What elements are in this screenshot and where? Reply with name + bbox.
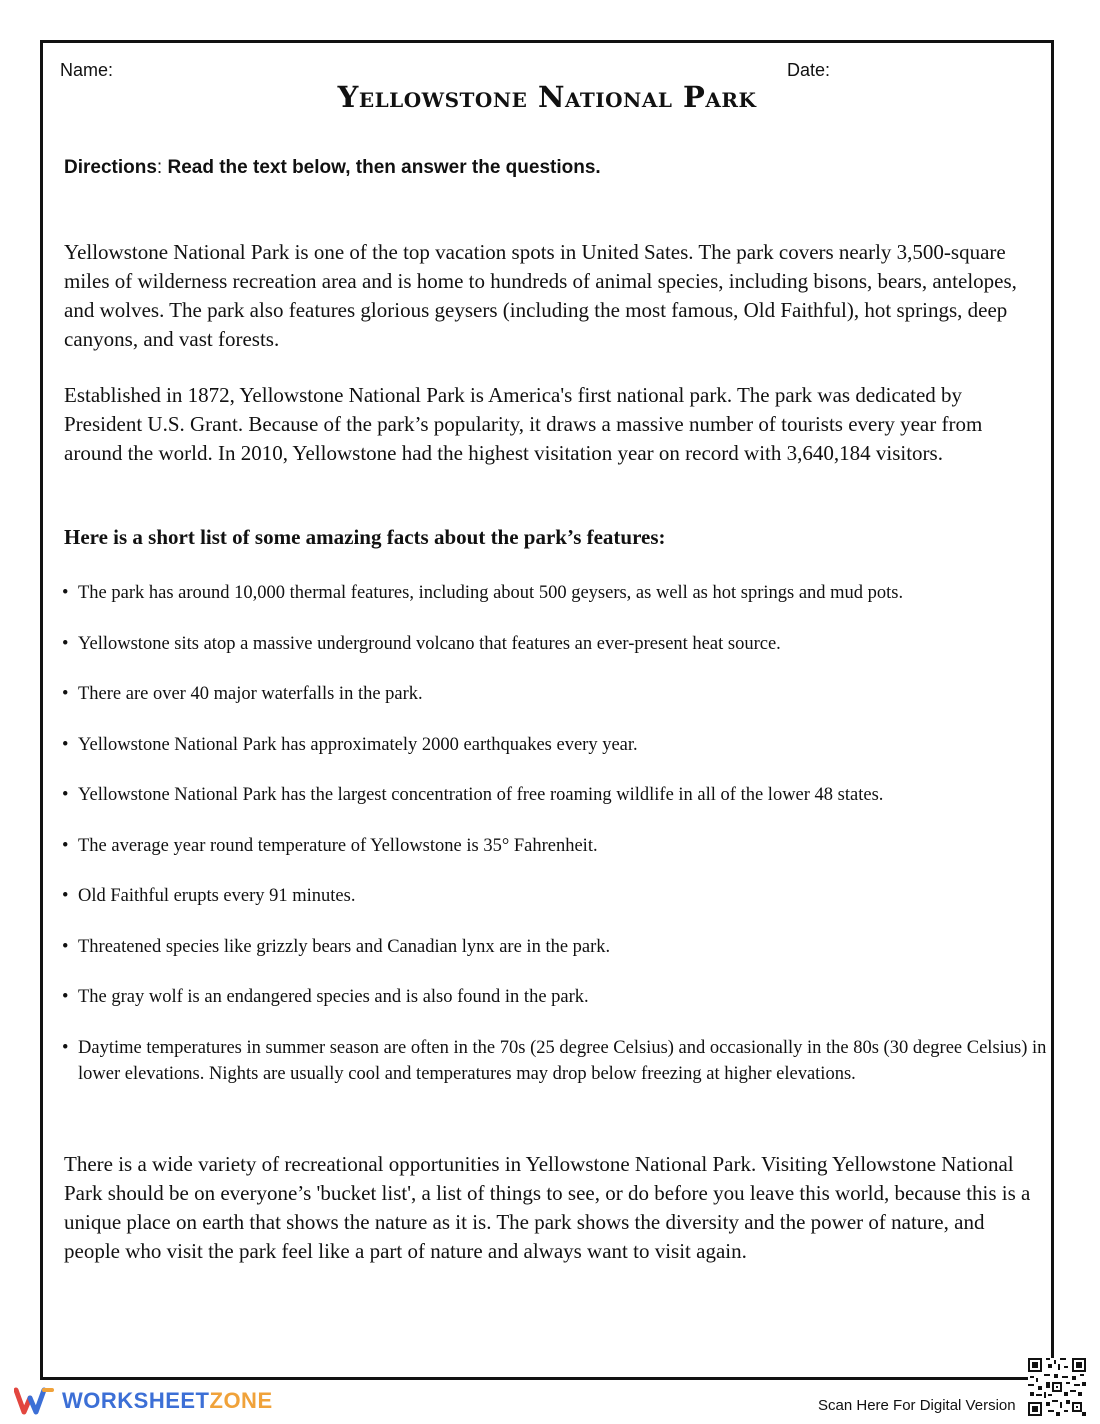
bullet: •: [62, 987, 69, 1007]
logo-text-zone: ZONE: [209, 1388, 273, 1413]
list-item: [62, 934, 1047, 960]
directions-separator: :: [156, 157, 163, 178]
list-item: [62, 580, 1047, 606]
fact-text: Yellowstone National Park has the largest concentration of free roaming wildlife in all of the lower 48 states.: [78, 785, 884, 805]
list-item: [62, 883, 1047, 909]
name-label: Name:: [60, 60, 114, 80]
scan-instruction: Scan Here For Digital Version: [818, 1397, 1016, 1414]
qr-code-icon[interactable]: [1028, 1358, 1086, 1416]
fact-text: The park has around 10,000 thermal features, including about 500 geysers, as well as hot springs and mud pots.: [78, 583, 904, 603]
bullet: •: [62, 684, 69, 704]
bullet: •: [62, 1037, 69, 1058]
worksheetzone-logo-text: [62, 1388, 273, 1414]
list-item: [62, 681, 1047, 707]
bullet: •: [62, 886, 69, 906]
facts-list: [62, 580, 1047, 1111]
bullet: •: [62, 583, 69, 603]
date-label: Date:: [787, 60, 831, 80]
list-item: [62, 984, 1047, 1010]
worksheetzone-logo[interactable]: [14, 1385, 273, 1417]
list-item: [62, 782, 1047, 808]
worksheetzone-logo-icon: [14, 1386, 54, 1416]
intro-paragraph: Yellowstone National Park is one of the top vacation spots in United Sates. The park covers nearly 3,500-square miles of wilderness recreation area and is home to hundreds of animal species, including bisons, bears, antelopes, and wolves. The park also features glorious geysers (including the most famous, Old Faithful), hot springs, deep canyons, and vast forests.: [64, 240, 1017, 351]
fact-text: The average year round temperature of Yellowstone is 35° Fahrenheit.: [78, 835, 598, 856]
conclusion-paragraph: There is a wide variety of recreational opportunities in Yellowstone National Park. Visiting Yellowstone National Park should be on everyone’s 'bucket list', a list of things to see, or do before you leave this world, because this is a unique place on earth that shows the nature as it is. The park shows the diversity and the power of nature, and people who visit the park feel like a part of nature and always want to visit again.: [64, 1152, 1031, 1263]
fact-text: There are over 40 major waterfalls in the park.: [78, 684, 423, 704]
directions: [64, 157, 601, 179]
list-item: [62, 732, 1047, 758]
facts-heading: Here is a short list of some amazing facts about the park’s features:: [64, 525, 666, 549]
list-item: [62, 833, 1047, 859]
fact-text: The gray wolf is an endangered species and is also found in the park.: [78, 987, 589, 1007]
list-item: [62, 631, 1047, 657]
fact-text: Yellowstone sits atop a massive underground volcano that features an ever-present heat source.: [78, 633, 781, 654]
page-title: Yellowstone National Park: [337, 80, 757, 114]
bullet: •: [62, 785, 69, 805]
fact-text: Threatened species like grizzly bears and Canadian lynx are in the park.: [78, 936, 611, 957]
logo-text-worksheet: WORKSHEET: [62, 1388, 210, 1413]
directions-label: Directions: [64, 157, 157, 178]
list-item: [62, 1035, 1047, 1087]
bullet: •: [62, 936, 69, 957]
bullet: •: [62, 835, 69, 856]
fact-text: Old Faithful erupts every 91 minutes.: [78, 886, 356, 906]
history-paragraph: Established in 1872, Yellowstone National Park is America's first national park. The park was dedicated by President U.S. Grant. Because of the park’s popularity, it draws a massive number of tourists every year from around the world. In 2010, Yellowstone had the highest visitation year on record with 3,640,184 visitors.: [64, 383, 983, 465]
bullet: •: [62, 633, 69, 654]
fact-text: Yellowstone National Park has approximately 2000 earthquakes every year.: [78, 734, 638, 755]
bullet: •: [62, 734, 69, 755]
fact-text: Daytime temperatures in summer season are often in the 70s (25 degree Celsius) and occasionally in the 80s (30 degree Celsius) in lower elevations. Nights are usually cool and temperatures may drop below freezing at higher elevations.: [78, 1037, 1047, 1084]
directions-text: Read the text below, then answer the questions.: [162, 157, 601, 178]
